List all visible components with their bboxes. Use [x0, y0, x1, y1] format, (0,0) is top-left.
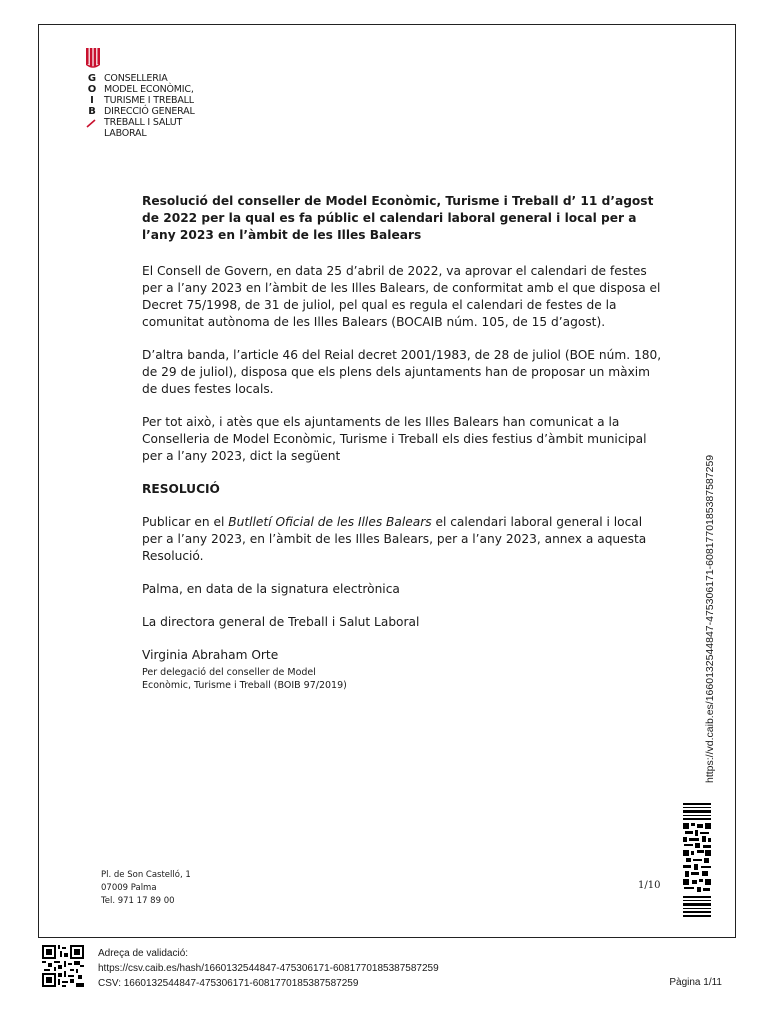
validation-url[interactable]: https://csv.caib.es/hash/1660132544847-475306171-6081770185387587259 [98, 963, 439, 974]
department-line: MODEL ECONÒMIC, [104, 84, 194, 95]
signer-title: La directora general de Treball i Salut Laboral [142, 615, 420, 629]
signer-name: Virginia Abraham Orte [142, 648, 279, 662]
department-name [104, 73, 195, 139]
validation-info [98, 946, 439, 991]
department-line: TURISME I TREBALL [104, 95, 194, 106]
delegation-note [142, 666, 664, 692]
document-body [142, 193, 664, 692]
footer-address [101, 869, 191, 908]
address-line: 07009 Palma [101, 883, 157, 893]
red-slash-icon [86, 118, 96, 128]
document-title: Resolució del conseller de Model Econòmic, Turisme i Treball d’ 11 d’agost de 2022 per la qual es fa públic el calendari laboral general i local per a l’any 2023 en l’àmbit de les Illes Balears [142, 194, 654, 242]
department-line: CONSELLERIA [104, 73, 168, 84]
paragraph: D’altra banda, l’article 46 del Reial decret 2001/1983, de 28 de juliol (BOE núm. 180, de 29 de juliol), disposa que els plens dels ajuntaments han de proposar un màxim de dues festes locals. [142, 348, 662, 396]
paragraph: Per tot això, i atès que els ajuntaments de les Illes Balears han comunicat a la Conselleria de Model Econòmic, Turisme i Treball els dies festius d’àmbit municipal per a l’any 2023, dict la següent [142, 415, 647, 463]
logo-letter: G [87, 73, 97, 84]
resolution-heading: RESOLUCIÓ [142, 482, 220, 496]
logo-letter: B [88, 106, 96, 117]
phone-line: Tel. 971 17 89 00 [101, 896, 175, 906]
govern-logo-icon [86, 48, 100, 68]
department-line: DIRECCIÓ GENERAL [104, 106, 195, 117]
side-verification-url[interactable] [704, 443, 716, 783]
address-line: Pl. de Son Castelló, 1 [101, 870, 191, 880]
csv-code: CSV: 1660132544847-475306171-6081770185387587259 [98, 978, 359, 989]
text-run: Publicar en el [142, 515, 229, 529]
logo-letter: O [87, 84, 97, 95]
department-line: TREBALL I SALUT [104, 117, 183, 128]
bulletin-name: Butlletí Oficial de les Illes Balears [228, 515, 432, 529]
delegation-line: Econòmic, Turisme i Treball (BOIB 97/2019) [142, 680, 347, 691]
side-url-text[interactable]: https://vd.caib.es/1660132544847-475306171-6081770185387587259 [704, 454, 716, 783]
logo-letter: I [90, 95, 94, 106]
validation-label: Adreça de validació: [98, 948, 189, 959]
delegation-line: Per delegació del conseller de Model [142, 667, 316, 678]
place-date: Palma, en data de la signatura electrònica [142, 582, 400, 596]
page-number: 1/10 [638, 880, 661, 891]
text-run: el calendari laboral general i local per a l’any 2023, en l’àmbit de les Illes Balears, per a l’any 2023, annex a aquesta Resolució. [142, 515, 647, 563]
page-count: Pàgina 1/11 [669, 977, 722, 988]
resolution-paragraph [142, 514, 664, 565]
barcode-icon [683, 803, 711, 917]
logo-letters [86, 73, 98, 117]
qr-code-icon [42, 945, 84, 987]
paragraph: El Consell de Govern, en data 25 d’abril de 2022, va aprovar el calendari de festes per a l’any 2023 en l’àmbit de les Illes Balears, de conformitat amb el que disposa el Decret 75/1998, de 31 de juliol, pel qual es regula el calendari de festes de la comunitat autònoma de les Illes Balears (BOCAIB núm. 105, de 15 d’agost). [142, 264, 661, 329]
department-line: LABORAL [104, 128, 147, 139]
